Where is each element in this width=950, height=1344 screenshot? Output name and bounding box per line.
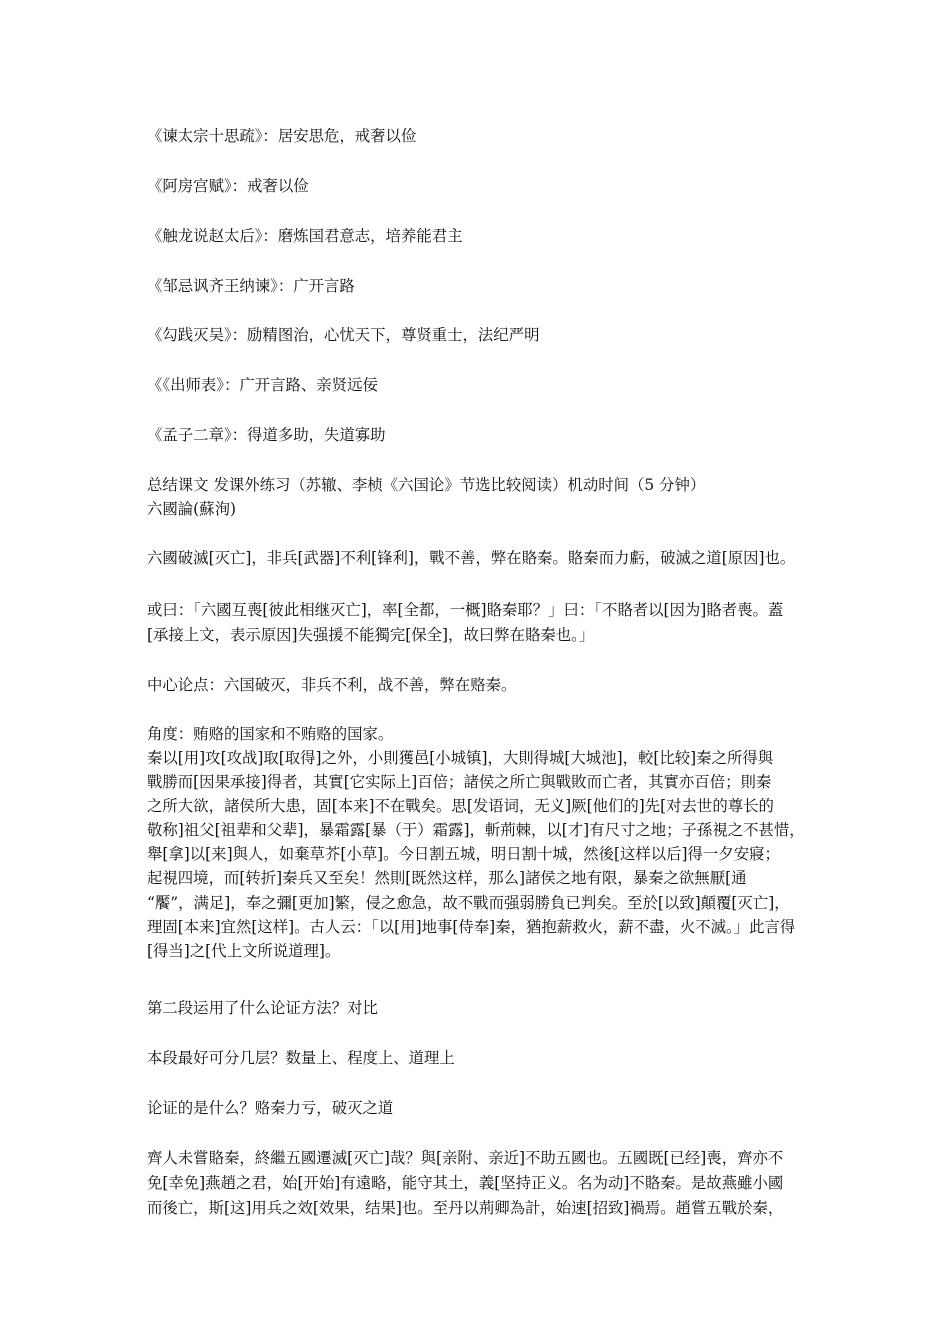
- paragraph-line: 秦以[用]攻[攻战]取[取得]之外，小則獲邑[小城镇]，大則得城[大城池]，較[比较]秦之所得與: [147, 749, 774, 767]
- angle-line: 角度：贿赂的国家和不贿赂的国家。: [147, 725, 394, 743]
- paragraph-line: “饜”，满足]，奉之彌[更加]繁，侵之愈急，故不戰而强弱勝負已判矣。至於[以致]顛覆[灭亡]，: [147, 893, 790, 912]
- summary-item: 《勾践灭吴》：励精图治，心忧天下，尊贤重士，法纪严明: [147, 326, 540, 344]
- summary-item: 《孟子二章》：得道多助，失道寡助: [147, 426, 386, 444]
- paragraph-4: [147, 1146, 815, 1221]
- paragraph-line: 敬称]祖父[祖辈和父辈]，暴霜露[暴（于）霜露]，斬荊棘，以[才]有尺寸之地；子孫視之不甚惜，: [147, 821, 805, 840]
- summary-item: 《《出师表》：广开言路、亲贤远佞: [147, 376, 378, 394]
- paragraph-line: 起視四境，而[转折]秦兵又至矣！然則[既然这样，那么]諸侯之地有限，暴秦之欲無厭[通: [147, 869, 747, 888]
- summary-item: 《阿房宫赋》：戒奢以俭: [147, 177, 309, 195]
- paragraph-2: [147, 598, 815, 648]
- paragraph-line: 戰勝而[因果承接]得者，其實[它实际上]百倍；諸侯之所亡與戰敗而亡者，其實亦百倍；則秦: [147, 773, 772, 792]
- question-1: 第二段运用了什么论证方法？对比: [147, 999, 378, 1017]
- paragraph-3: [147, 746, 815, 963]
- question-2: 本段最好可分几层？数量上、程度上、道理上: [147, 1049, 455, 1067]
- question-3: 论证的是什么？赂秦力亏，破灭之道: [147, 1099, 394, 1117]
- paragraph-line: 齊人未嘗賂秦，終繼五國遷滅[灭亡]哉？與[亲附、亲近]不助五國也。五國既[已经]喪，齊亦不: [147, 1149, 784, 1167]
- paragraph-line: 舉[拿]以[来]與人，如棄草芥[小草]。今日割五城，明日割十城，然後[这样以后]得一夕安寢；: [147, 845, 780, 864]
- paragraph-line: 或曰：「六國互喪[彼此相继灭亡]，率[全都，一概]賂秦耶？」曰：「不賂者以[因为]賂者喪。蓋: [147, 601, 784, 619]
- summary-item: 《触龙说赵太后》：磨炼国君意志，培养能君主: [147, 227, 463, 245]
- homework-line: 总结课文 发课外练习（苏辙、李桢《六国论》节选比较阅读）机动时间（5 分钟）: [147, 476, 706, 494]
- summary-item: 《谏太宗十思疏》：居安思危，戒奢以俭: [147, 127, 417, 145]
- paragraph-line: 免[幸免]燕趙之君，始[开始]有遠略，能守其土，義[坚持正义。名为动]不賂秦。是故燕雖小國: [147, 1174, 784, 1192]
- thesis-line: 中心论点：六国破灭，非兵不利，战不善，弊在赂秦。: [147, 676, 517, 694]
- paragraph-line: 而後亡，斯[这]用兵之效[效果，结果]也。至丹以荊卿為計，始速[招致]禍焉。趙嘗五戰於秦，: [147, 1199, 784, 1217]
- paragraph-line: [得当]之[代上文所说道理]。: [147, 941, 341, 960]
- paragraph-1: 六國破滅[灭亡]，非兵[武器]不利[锋利]，戰不善，弊在賂秦。賂秦而力虧，破滅之道[原因]也。: [147, 549, 796, 567]
- essay-title: 六國論(蘇洵): [147, 500, 236, 518]
- paragraph-line: 理固[本来]宜然[这样]。古人云：「以[用]地事[侍奉]秦，猶抱薪救火，薪不盡，火不滅。」此言得: [147, 917, 796, 936]
- summary-item: 《邹忌讽齐王纳谏》：广开言路: [147, 277, 355, 295]
- paragraph-line: 之所大欲，諸侯所大患，固[本来]不在戰矣。思[发语词，无义]厥[他们的]先[对去世的尊长的: [147, 797, 774, 816]
- paragraph-line: [承接上文，表示原因]失强援不能獨完[保全]，故曰弊在賂秦也。」: [147, 626, 595, 644]
